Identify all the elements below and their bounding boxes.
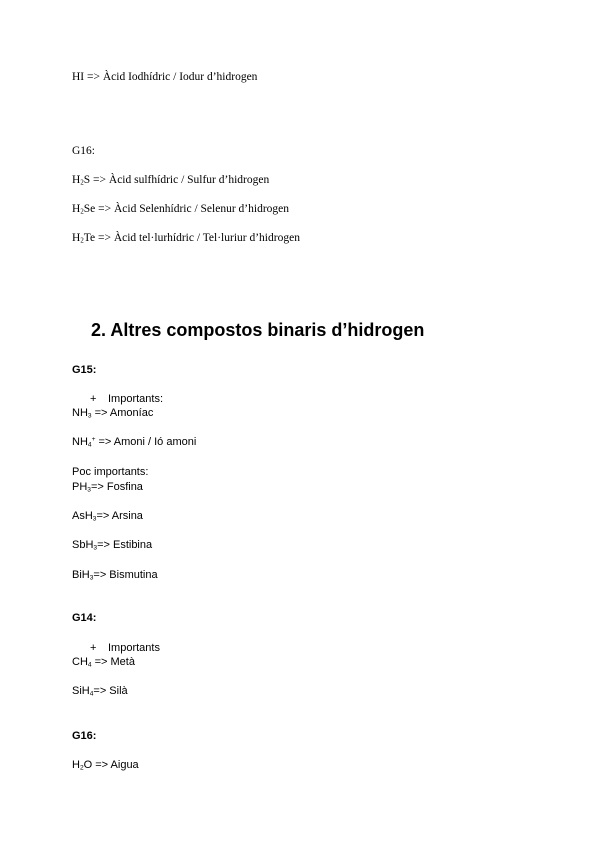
g16-heading: G16: xyxy=(72,145,95,157)
h2te-line: $H_2Te$ => Àcid tel·lurhídric / Tel·luriur d’hidrogen xyxy=(72,232,300,245)
sbh3-line: SbH$_3$=> Estibina xyxy=(72,539,153,552)
bih3-line: BiH$_3$=> Bismutina xyxy=(72,569,158,582)
poc-importants-label: Poc importants: xyxy=(72,466,149,478)
formula: HI xyxy=(72,71,85,83)
section-heading: 2. Altres compostos binaris d’hidrogen xyxy=(91,320,425,340)
g14-important-bullet: + Importants xyxy=(90,642,160,654)
ph3-line: $PH_3=>$ Fosfina xyxy=(72,481,143,494)
ash3-line: AsH$_3$=> Arsina xyxy=(72,510,143,523)
g14-heading: G14: xyxy=(72,612,97,624)
nh3-line: $NH_3$ => Amoníac xyxy=(72,407,154,420)
g16b-heading: G16: xyxy=(72,730,97,742)
nh4-line: $NH_4^+$ => Amoni / Ió amoni xyxy=(72,436,197,449)
sih4-line: SiH$_4$=> Silà xyxy=(72,685,128,698)
g15-important-bullet: + Importants: xyxy=(90,393,164,405)
h2o-line: $H_2O$ => Aigua xyxy=(72,759,139,772)
h2se-line: $H_2Se$ => Àcid Selenhídric / Selenur d’hidrogen xyxy=(72,203,289,216)
description: => Àcid Iodhídric / Iodur d’hidrogen xyxy=(84,71,258,83)
h2s-line: $H_2S$ => Àcid sulfhídric / Sulfur d’hidrogen xyxy=(72,174,270,187)
g15-heading: G15: xyxy=(72,364,97,376)
bullet-mark: + xyxy=(90,393,97,405)
ch4-line: $CH_4$ => Metà xyxy=(72,656,135,669)
hi-line xyxy=(72,71,257,83)
bullet-mark: + xyxy=(90,642,97,654)
